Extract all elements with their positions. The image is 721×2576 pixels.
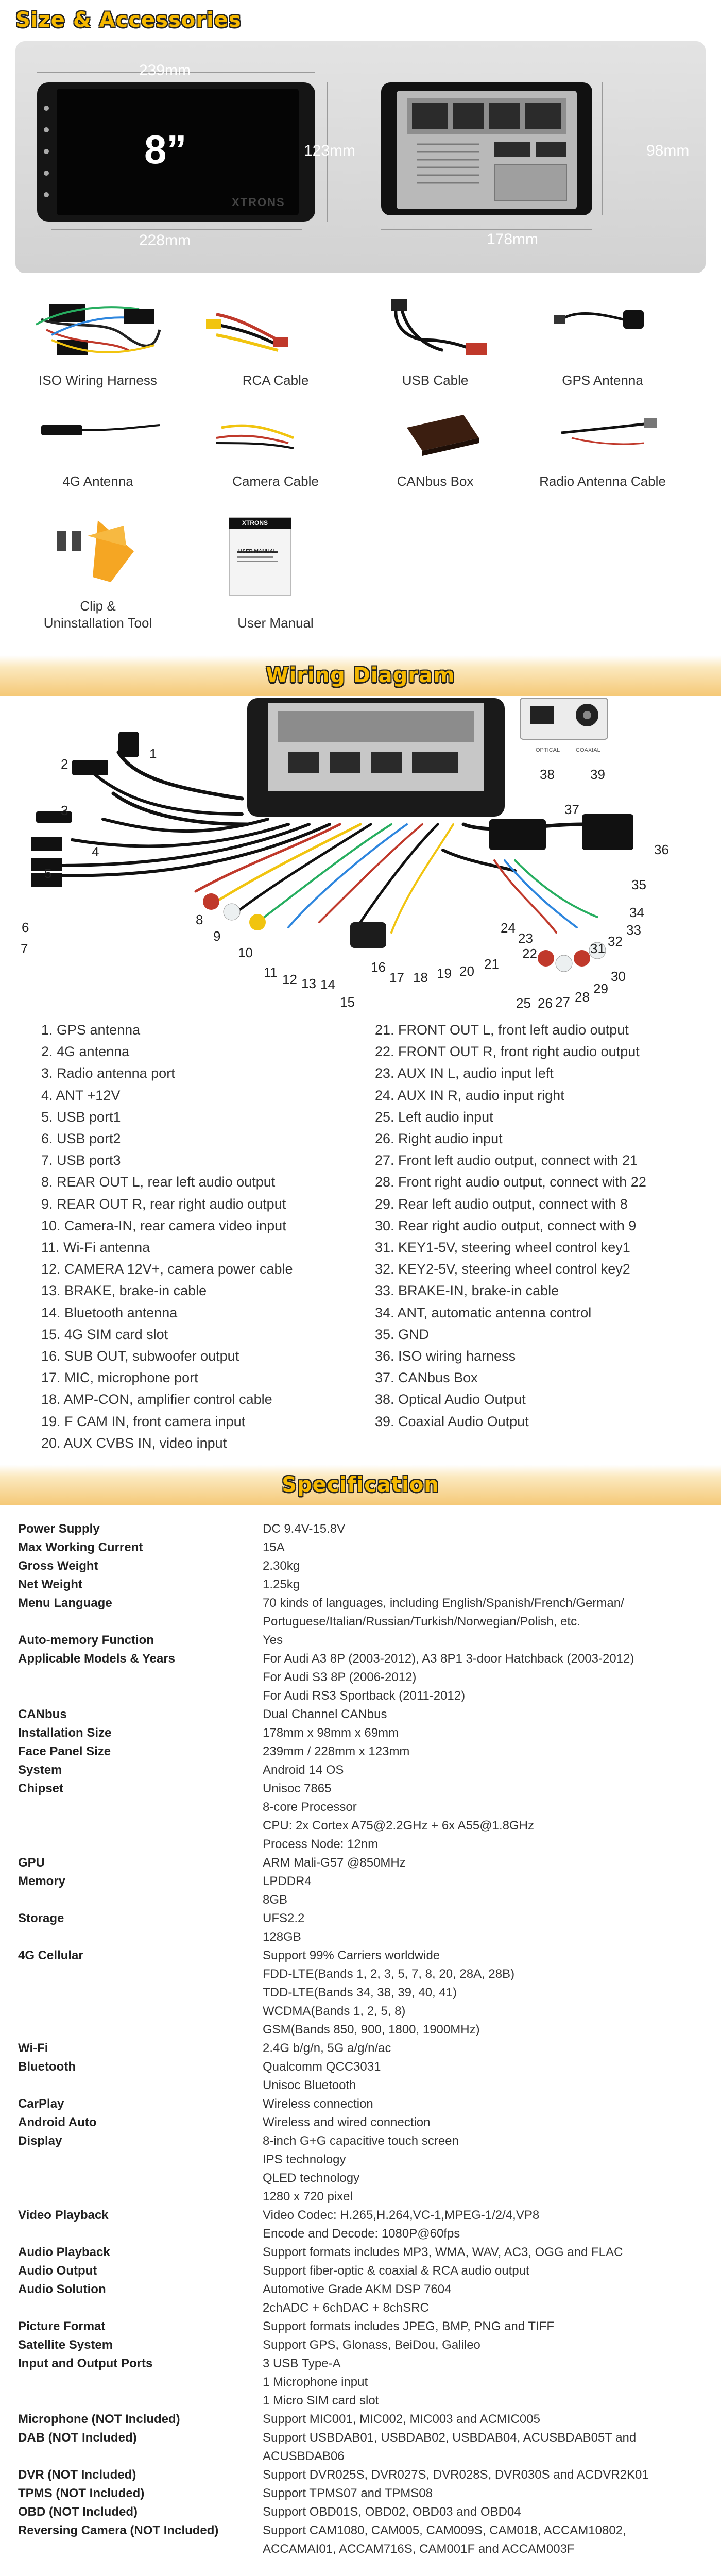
spec-key: Net Weight xyxy=(18,1578,82,1591)
callout-35: 35 xyxy=(631,877,646,892)
spec-value xyxy=(263,1872,706,1909)
callout-39: 39 xyxy=(590,767,605,782)
wiring-item: 14. Bluetooth antenna xyxy=(41,1304,178,1320)
spec-row xyxy=(15,2132,706,2206)
wiring-item: 4. ANT +12V xyxy=(41,1087,121,1103)
spec-value xyxy=(263,2058,706,2095)
spec-key: GPU xyxy=(18,1856,45,1870)
spec-key: DAB (NOT Included) xyxy=(18,2431,137,2445)
spec-row xyxy=(15,2484,706,2503)
spec-value-line: 15A xyxy=(263,1540,285,1554)
wiring-section-title: Wiring Diagram xyxy=(266,664,455,687)
wiring-item: 28. Front right audio output, connect with 22 xyxy=(375,1174,646,1190)
spec-row xyxy=(15,2410,706,2429)
wiring-item: 37. CANbus Box xyxy=(375,1370,478,1386)
wiring-item: 27. Front left audio output, connect with 21 xyxy=(375,1153,638,1168)
spec-value-line: Support 99% Carriers worldwide xyxy=(263,1948,440,1962)
spec-value xyxy=(263,2262,706,2280)
wiring-list-right xyxy=(375,1019,646,1432)
spec-table xyxy=(15,1520,706,2558)
spec-value-line: 3 USB Type-A xyxy=(263,2357,341,2370)
spec-value-line: Support CAM1080, CAM005, CAM009S, CAM018, ACCAM10802, xyxy=(263,2523,626,2537)
spec-value xyxy=(263,2132,706,2206)
spec-value-line: 2.4G b/g/n, 5G a/g/n/ac xyxy=(263,2041,391,2055)
spec-key: Android Auto xyxy=(18,2115,97,2129)
spec-key: Picture Format xyxy=(18,2319,106,2333)
wiring-item: 21. FRONT OUT L, front left audio output xyxy=(375,1022,629,1038)
spec-value-line: 178mm x 98mm x 69mm xyxy=(263,1726,399,1740)
callout-16: 16 xyxy=(371,959,386,975)
spec-key: Storage xyxy=(18,1911,64,1925)
wiring-item: 3. Radio antenna port xyxy=(41,1065,175,1081)
wiring-item: 23. AUX IN L, audio input left xyxy=(375,1065,554,1081)
wiring-list-left xyxy=(41,1019,293,1454)
spec-key: CarPlay xyxy=(18,2097,64,2111)
dim-bottom-width: 228mm xyxy=(139,232,191,249)
spec-key: Applicable Models & Years xyxy=(18,1652,176,1666)
spec-value xyxy=(263,2410,706,2429)
coaxial-port-label: COAXIAL xyxy=(576,747,600,753)
wiring-item: 19. F CAM IN, front camera input xyxy=(41,1413,246,1429)
callout-10: 10 xyxy=(238,945,253,960)
spec-value-line: TDD-LTE(Bands 34, 38, 39, 40, 41) xyxy=(263,1986,457,1999)
spec-row xyxy=(15,1742,706,1761)
spec-row xyxy=(15,1520,706,1538)
unit-illustration xyxy=(15,41,706,273)
wiring-item: 30. Rear right audio output, connect with 9 xyxy=(375,1217,637,1233)
wiring-item: 7. USB port3 xyxy=(41,1153,121,1168)
callout-21: 21 xyxy=(484,956,499,972)
spec-value xyxy=(263,1538,706,1557)
callout-38: 38 xyxy=(540,767,555,782)
spec-value-line: WCDMA(Bands 1, 2, 5, 8) xyxy=(263,2004,406,2018)
radio-antenna-cable-image xyxy=(561,418,657,444)
spec-value xyxy=(263,1909,706,1946)
accessory-label: USB Cable xyxy=(402,372,469,388)
spec-value-line: Yes xyxy=(263,1633,283,1647)
spec-value xyxy=(263,1946,706,2039)
dim-top-width: 239mm xyxy=(139,62,191,79)
gps-antenna-image xyxy=(554,310,644,329)
spec-value-line: 1280 x 720 pixel xyxy=(263,2190,353,2204)
spec-value-line: Process Node: 12nm xyxy=(263,1837,379,1851)
callout-36: 36 xyxy=(654,842,669,857)
spec-value xyxy=(263,1742,706,1761)
spec-value xyxy=(263,2336,706,2354)
spec-value-line: GSM(Bands 850, 900, 1800, 1900MHz) xyxy=(263,2023,480,2037)
spec-key: Input and Output Ports xyxy=(18,2357,153,2370)
callout-20: 20 xyxy=(459,963,474,979)
accessory-label: User Manual xyxy=(237,615,314,631)
spec-key: System xyxy=(18,1763,62,1777)
dim-back-width: 178mm xyxy=(487,231,539,248)
manual-cover-title: USER MANUAL xyxy=(238,549,277,554)
spec-value-line: Qualcomm QCC3031 xyxy=(263,2060,381,2074)
callout-12: 12 xyxy=(282,972,297,987)
spec-section-title: Specification xyxy=(282,1473,439,1497)
spec-value-line: ACCAMAI01, ACCAM716S, CAM001F and ACCAM003F xyxy=(263,2542,575,2556)
spec-value xyxy=(263,1557,706,1575)
spec-row xyxy=(15,1575,706,1594)
wiring-item: 6. USB port2 xyxy=(41,1131,121,1147)
spec-key: OBD (NOT Included) xyxy=(18,2505,138,2519)
spec-section-header xyxy=(0,1465,721,1505)
spec-value-line: UFS2.2 xyxy=(263,1911,305,1925)
spec-row xyxy=(15,1909,706,1946)
spec-row xyxy=(15,1854,706,1872)
callout-37: 37 xyxy=(564,802,579,817)
spec-key: Installation Size xyxy=(18,1726,112,1740)
wiring-item: 10. Camera-IN, rear camera video input xyxy=(41,1217,286,1233)
spec-row xyxy=(15,1650,706,1705)
accessory-label: 4G Antenna xyxy=(62,473,133,489)
spec-value-line: 239mm / 228mm x 123mm xyxy=(263,1744,410,1758)
spec-value xyxy=(263,1724,706,1742)
spec-value-line: QLED technology xyxy=(263,2171,360,2185)
spec-value-line: Android 14 OS xyxy=(263,1763,344,1777)
wiring-item: 31. KEY1-5V, steering wheel control key1 xyxy=(375,1240,630,1256)
spec-row xyxy=(15,2058,706,2095)
spec-row xyxy=(15,1872,706,1909)
screen-size-label: 8” xyxy=(144,127,187,172)
wiring-item: 36. ISO wiring harness xyxy=(375,1348,516,1364)
spec-key: Face Panel Size xyxy=(18,1744,111,1758)
spec-value xyxy=(263,1780,706,1854)
callout-24: 24 xyxy=(501,920,516,936)
wiring-item: 12. CAMERA 12V+, camera power cable xyxy=(41,1261,293,1277)
spec-value xyxy=(263,1575,706,1594)
spec-row xyxy=(15,2113,706,2132)
callout-19: 19 xyxy=(437,965,452,981)
spec-value xyxy=(263,2243,706,2262)
size-panel xyxy=(15,41,706,273)
accessory-label: ISO Wiring Harness xyxy=(39,372,157,388)
spec-value-line: ARM Mali-G57 @850MHz xyxy=(263,1856,406,1870)
spec-value-line: Support USBDAB01, USBDAB02, USBDAB04, ACUSBDAB05T and xyxy=(263,2431,637,2445)
callout-29: 29 xyxy=(593,981,608,996)
callout-31: 31 xyxy=(590,941,605,956)
spec-value-line: Portuguese/Italian/Russian/Turkish/Norwegian/Polish, etc. xyxy=(263,1615,580,1629)
spec-row xyxy=(15,1761,706,1780)
spec-value-line: ACUSBDAB06 xyxy=(263,2449,345,2463)
accessory-label: CANbus Box xyxy=(397,473,474,489)
manual-logo: XTRONS xyxy=(242,519,268,527)
spec-key: Wi-Fi xyxy=(18,2041,48,2055)
spec-value-line: Support fiber-optic & coaxial & RCA audio output xyxy=(263,2264,529,2278)
spec-value xyxy=(263,2280,706,2317)
spec-row xyxy=(15,2095,706,2113)
spec-value-line: For Audi A3 8P (2003-2012), A3 8P1 3-door Hatchback (2003-2012) xyxy=(263,1652,634,1666)
spec-value xyxy=(263,2466,706,2484)
callout-9: 9 xyxy=(213,928,221,944)
spec-key: DVR (NOT Included) xyxy=(18,2468,136,2482)
spec-value-line: Support TPMS07 and TPMS08 xyxy=(263,2486,433,2500)
callout-8: 8 xyxy=(196,912,203,927)
spec-value-line: For Audi RS3 Sportback (2011-2012) xyxy=(263,1689,466,1703)
spec-row xyxy=(15,1724,706,1742)
callout-4: 4 xyxy=(92,844,99,859)
callout-32: 32 xyxy=(608,934,623,949)
spec-value-line: Support OBD01S, OBD02, OBD03 and OBD04 xyxy=(263,2505,521,2519)
callout-11: 11 xyxy=(264,964,278,980)
wiring-item: 26. Right audio input xyxy=(375,1131,503,1147)
wiring-item: 17. MIC, microphone port xyxy=(41,1370,198,1386)
spec-row xyxy=(15,2262,706,2280)
spec-row xyxy=(15,1946,706,2039)
clip-tool-image xyxy=(57,520,134,582)
spec-value-line: Support MIC001, MIC002, MIC003 and ACMIC005 xyxy=(263,2412,540,2426)
spec-value xyxy=(263,1854,706,1872)
spec-row xyxy=(15,2206,706,2243)
callout-6: 6 xyxy=(22,920,29,935)
spec-value-line: Support GPS, Glonass, BeiDou, Galileo xyxy=(263,2338,480,2352)
spec-row xyxy=(15,2521,706,2558)
wiring-item: 32. KEY2-5V, steering wheel control key2 xyxy=(375,1261,630,1277)
size-section-header xyxy=(0,0,721,40)
spec-value-line: LPDDR4 xyxy=(263,1874,312,1888)
spec-row xyxy=(15,2429,706,2466)
spec-row xyxy=(15,1594,706,1631)
spec-value-line: 1 Microphone input xyxy=(263,2375,368,2389)
spec-row xyxy=(15,2336,706,2354)
accessory-label: Uninstallation Tool xyxy=(43,615,152,631)
spec-key: Satellite System xyxy=(18,2338,113,2352)
callout-27: 27 xyxy=(555,994,570,1010)
callout-33: 33 xyxy=(626,922,641,938)
spec-value-line: Support DVR025S, DVR027S, DVR028S, DVR030S and ACDVR2K01 xyxy=(263,2468,649,2482)
wiring-item: 29. Rear left audio output, connect with 8 xyxy=(375,1196,628,1212)
spec-value-line: 128GB xyxy=(263,1930,301,1944)
wiring-item: 20. AUX CVBS IN, video input xyxy=(41,1435,227,1451)
wiring-item: 5. USB port1 xyxy=(41,1109,121,1125)
spec-value xyxy=(263,2206,706,2243)
spec-value xyxy=(263,1705,706,1724)
spec-row xyxy=(15,1557,706,1575)
wiring-item: 33. BRAKE-IN, brake-in cable xyxy=(375,1283,559,1299)
usb-cable-image xyxy=(391,299,487,355)
wiring-item: 34. ANT, automatic antenna control xyxy=(375,1304,592,1320)
callout-15: 15 xyxy=(340,994,355,1010)
spec-row xyxy=(15,1631,706,1650)
accessory-label: RCA Cable xyxy=(242,372,309,388)
spec-row xyxy=(15,2243,706,2262)
callout-7: 7 xyxy=(21,941,28,956)
wiring-item: 1. GPS antenna xyxy=(41,1022,141,1038)
spec-value-line: Encode and Decode: 1080P@60fps xyxy=(263,2227,460,2241)
spec-value xyxy=(263,2429,706,2466)
spec-value-line: 8-inch G+G capacitive touch screen xyxy=(263,2134,459,2148)
spec-value-line: 1 Micro SIM card slot xyxy=(263,2394,379,2408)
spec-value-line: IPS technology xyxy=(263,2153,346,2166)
spec-value-line: For Audi S3 8P (2006-2012) xyxy=(263,1670,417,1684)
spec-key: 4G Cellular xyxy=(18,1948,83,1962)
spec-row xyxy=(15,2317,706,2336)
spec-value-line: Dual Channel CANbus xyxy=(263,1707,387,1721)
spec-value-line: Support formats includes MP3, WMA, WAV, AC3, OGG and FLAC xyxy=(263,2245,623,2259)
wiring-item: 8. REAR OUT L, rear left audio output xyxy=(41,1174,276,1190)
callout-26: 26 xyxy=(538,995,553,1011)
iso-harness-image xyxy=(36,304,160,355)
callout-30: 30 xyxy=(611,969,626,984)
spec-key: Display xyxy=(18,2134,62,2148)
rca-cable-image xyxy=(206,314,288,350)
spec-row xyxy=(15,2503,706,2521)
screen-logo: XTRONS xyxy=(232,196,285,209)
spec-value xyxy=(263,1761,706,1780)
spec-value-line: 1.25kg xyxy=(263,1578,300,1591)
user-manual-image xyxy=(229,518,291,595)
spec-value-line: 70 kinds of languages, including English/Spanish/French/German/ xyxy=(263,1596,624,1610)
callout-2: 2 xyxy=(61,756,68,772)
accessory-label: Radio Antenna Cable xyxy=(539,473,666,489)
spec-value xyxy=(263,2113,706,2132)
spec-key: CANbus xyxy=(18,1707,67,1721)
spec-value xyxy=(263,2521,706,2558)
optical-port-label: OPTICAL xyxy=(536,747,560,753)
spec-row xyxy=(15,2039,706,2058)
callout-18: 18 xyxy=(413,970,428,985)
spec-key: Auto-memory Function xyxy=(18,1633,154,1647)
wiring-item: 39. Coaxial Audio Output xyxy=(375,1413,529,1429)
spec-value xyxy=(263,1594,706,1631)
spec-value xyxy=(263,2354,706,2410)
spec-key: Video Playback xyxy=(18,2208,109,2222)
spec-value-line: Video Codec: H.265,H.264,VC-1,MPEG-1/2/4,VP8 xyxy=(263,2208,540,2222)
callout-17: 17 xyxy=(389,970,404,985)
callout-1: 1 xyxy=(149,746,157,761)
spec-row xyxy=(15,2280,706,2317)
wiring-item: 13. BRAKE, brake-in cable xyxy=(41,1283,207,1299)
spec-key: Menu Language xyxy=(18,1596,112,1610)
spec-key: TPMS (NOT Included) xyxy=(18,2486,145,2500)
spec-value-line: 2.30kg xyxy=(263,1559,300,1573)
spec-value-line: CPU: 2x Cortex A75@2.2GHz + 6x A55@1.8GHz xyxy=(263,1819,534,1833)
spec-key: Max Working Current xyxy=(18,1540,143,1554)
accessory-label: Camera Cable xyxy=(232,473,319,489)
spec-key: Reversing Camera (NOT Included) xyxy=(18,2523,219,2537)
spec-row xyxy=(15,1705,706,1724)
size-section-title: Size & Accessories xyxy=(15,8,242,32)
spec-key: Audio Output xyxy=(18,2264,97,2278)
spec-key: Chipset xyxy=(18,1782,64,1795)
camera-cable-image xyxy=(216,426,294,448)
canbus-box-image xyxy=(407,415,479,456)
spec-value-line: 2chADC + 6chDAC + 8chSRC xyxy=(263,2301,429,2315)
spec-value-line: Unisoc Bluetooth xyxy=(263,2078,356,2092)
spec-key: Power Supply xyxy=(18,1522,100,1536)
spec-value xyxy=(263,2039,706,2058)
spec-value-line: Wireless and wired connection xyxy=(263,2115,431,2129)
spec-value xyxy=(263,1631,706,1650)
dim-back-height: 98mm xyxy=(646,142,690,159)
wiring-item: 18. AMP-CON, amplifier control cable xyxy=(41,1392,272,1408)
spec-value-line: 8-core Processor xyxy=(263,1800,357,1814)
spec-key: Audio Solution xyxy=(18,2282,106,2296)
wiring-item: 25. Left audio input xyxy=(375,1109,493,1125)
wiring-item: 35. GND xyxy=(375,1326,430,1342)
4g-antenna-image xyxy=(41,425,160,435)
spec-value-line: 8GB xyxy=(263,1893,288,1907)
spec-value xyxy=(263,1650,706,1705)
callout-13: 13 xyxy=(301,976,316,991)
spec-row xyxy=(15,2466,706,2484)
accessory-label: Clip & xyxy=(80,598,116,614)
wiring-item: 15. 4G SIM card slot xyxy=(41,1326,168,1342)
spec-row xyxy=(15,2354,706,2410)
callout-28: 28 xyxy=(575,989,590,1005)
callout-23: 23 xyxy=(518,930,533,946)
callout-22: 22 xyxy=(522,946,537,961)
spec-value-line: DC 9.4V-15.8V xyxy=(263,1522,346,1536)
spec-row xyxy=(15,1538,706,1557)
callout-14: 14 xyxy=(320,977,335,992)
spec-value-line: Automotive Grade AKM DSP 7604 xyxy=(263,2282,452,2296)
spec-value-line: Wireless connection xyxy=(263,2097,373,2111)
spec-value xyxy=(263,2317,706,2336)
wiring-item: 16. SUB OUT, subwoofer output xyxy=(41,1348,239,1364)
spec-value-line: Support formats includes JPEG, BMP, PNG and TIFF xyxy=(263,2319,555,2333)
wiring-item: 2. 4G antenna xyxy=(41,1044,130,1060)
spec-value xyxy=(263,2095,706,2113)
accessory-label: GPS Antenna xyxy=(562,372,643,388)
wiring-item: 22. FRONT OUT R, front right audio output xyxy=(375,1044,640,1060)
wiring-section-header xyxy=(0,655,721,696)
spec-row xyxy=(15,1780,706,1854)
callout-3: 3 xyxy=(61,803,68,818)
spec-key: Gross Weight xyxy=(18,1559,98,1573)
wiring-item: 24. AUX IN R, audio input right xyxy=(375,1087,564,1103)
callout-5: 5 xyxy=(44,866,52,881)
spec-key: Memory xyxy=(18,1874,66,1888)
wiring-item: 38. Optical Audio Output xyxy=(375,1392,526,1408)
spec-value-line: FDD-LTE(Bands 1, 2, 3, 5, 7, 8, 20, 28A, 28B) xyxy=(263,1967,515,1981)
spec-key: Audio Playback xyxy=(18,2245,110,2259)
spec-value xyxy=(263,2484,706,2503)
spec-key: Microphone (NOT Included) xyxy=(18,2412,180,2426)
callout-25: 25 xyxy=(516,995,531,1011)
spec-key: Bluetooth xyxy=(18,2060,76,2074)
spec-value xyxy=(263,2503,706,2521)
wiring-item: 9. REAR OUT R, rear right audio output xyxy=(41,1196,286,1212)
spec-value-line: Unisoc 7865 xyxy=(263,1782,332,1795)
callout-34: 34 xyxy=(629,905,644,920)
dim-height-front: 123mm xyxy=(304,142,356,159)
spec-value xyxy=(263,1520,706,1538)
wiring-item: 11. Wi-Fi antenna xyxy=(41,1240,150,1256)
